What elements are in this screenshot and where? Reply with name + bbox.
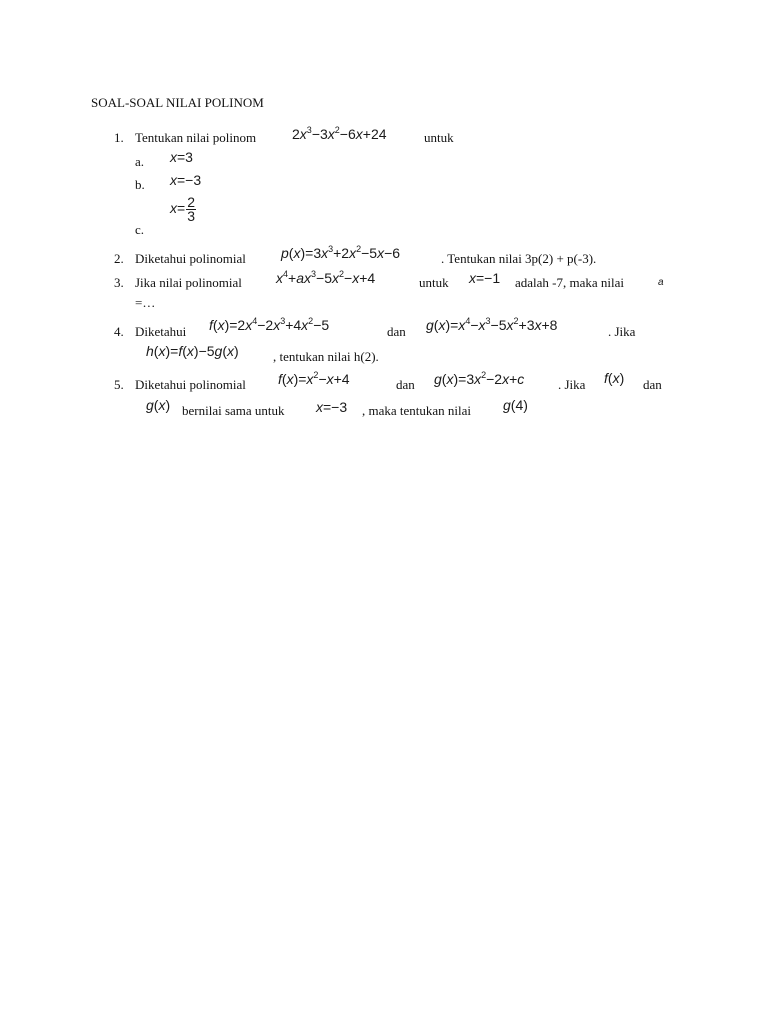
part-label-a: a.	[135, 154, 145, 169]
question-5-g4: g(4)	[503, 397, 528, 413]
question-5-condition: x=−3	[316, 399, 348, 415]
question-2-text: Diketahui polinomial	[135, 251, 246, 266]
question-number-2: 2.	[114, 251, 124, 266]
question-number-1: 1.	[114, 130, 124, 145]
part-c-expression: x= $\frac{2}{3}$	[170, 194, 195, 224]
part-label-b: b.	[135, 177, 145, 192]
question-2-expression: $p(x)=3x^3+2x^2-5x-6$	[281, 244, 401, 261]
question-4-dan: dan	[387, 324, 406, 339]
question-3-condition: x=−1	[469, 270, 501, 286]
question-5-dan: dan	[396, 377, 415, 392]
question-5-mid: bernilai sama untuk	[182, 403, 285, 418]
question-1-text: Tentukan nilai polinom	[135, 130, 257, 145]
question-1-suffix: untuk	[424, 130, 454, 145]
question-3-variable-a: a	[658, 277, 664, 288]
question-3-continuation: =…	[135, 295, 156, 310]
question-number-3: 3.	[114, 275, 124, 290]
page-title: SOAL-SOAL NILAI POLINOM	[91, 95, 264, 110]
question-number-4: 4.	[114, 324, 124, 339]
question-5-fx: f(x)	[604, 370, 625, 386]
question-5-text: Diketahui polinomial	[135, 377, 246, 392]
question-1-expression: $2x^3-3x^2-6x+24$	[292, 125, 387, 142]
question-2-suffix: . Tentukan nilai 3p(2) + p(-3).	[441, 251, 597, 266]
question-3-expression: $x^4+ax^3-5x^2-x+4$	[276, 269, 376, 286]
question-3-suffix: adalah -7, maka nilai	[515, 275, 625, 290]
question-5-dan-2: dan	[643, 377, 662, 392]
question-5-gx: g(x)	[146, 397, 171, 413]
question-3-mid: untuk	[419, 275, 449, 290]
part-b-expression: x=−3	[170, 172, 202, 188]
question-4-jika: . Jika	[608, 324, 636, 339]
part-label-c: c.	[135, 222, 145, 237]
question-4-suffix: , tentukan nilai h(2).	[273, 349, 379, 364]
question-5-suffix: , maka tentukan nilai	[362, 403, 472, 418]
part-a-expression: x=3	[170, 149, 193, 165]
question-3-text: Jika nilai polinomial	[135, 275, 242, 290]
question-4-text: Diketahui	[135, 324, 187, 339]
fraction: $\frac{2}{3}$	[187, 194, 195, 224]
question-4-g-expression: $g(x)=x^4-x^3-5x^2+3x+8$	[426, 316, 558, 333]
question-5-g-expression: $g(x)=3x^2-2x+c$	[434, 370, 525, 387]
question-number-5: 5.	[114, 377, 124, 392]
question-5-f-expression: $f(x)=x^2-x+4$	[278, 370, 350, 387]
question-4-f-expression: $f(x)=2x^4-2x^3+4x^2-5$	[209, 316, 330, 333]
question-4-h-expression: h(x)=f(x)−5g(x)	[146, 343, 239, 359]
question-5-jika: . Jika	[558, 377, 586, 392]
